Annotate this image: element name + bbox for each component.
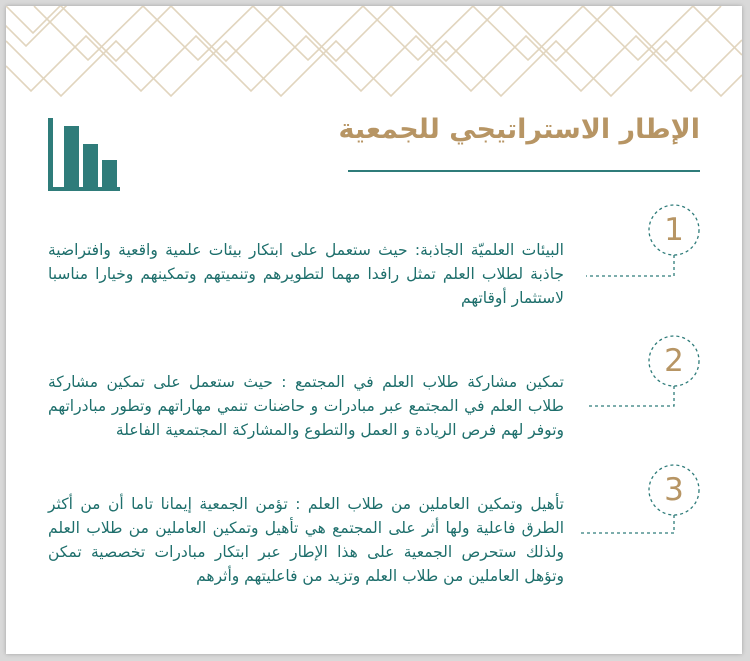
item-text-3: تأهيل وتمكين العاملين من طلاب العلم : تؤمن الجمعية إيمانا تاما أن من أكثر الطرق فاعلية ولها أثر على المجتمع هي تأهيل وتمكين العاملين من طلاب العلم ولذلك ستحرص الجمعية على هذا الإطار عبر ابتكار مبادرات تخصصية تمكن وتؤهل العاملين من طلاب العلم وتزيد من فاعليتهم وأثرهم: [48, 495, 564, 585]
connector-line-3: [581, 515, 674, 533]
step-number-1: 1: [664, 212, 684, 248]
item-text-1: البيئات العلميّة الجاذبة: حيث ستعمل على ابتكار بيئات علمية واقعية وافتراضية جاذبة لطلاب العلم تمثل رافدا مهما لتطويرهم وتنميتهم وتمكينهم وخيارا مناسبا لاستثمار أوقاتهم: [48, 241, 564, 307]
connector-line-1: [586, 255, 674, 276]
step-number-2: 2: [664, 343, 684, 379]
item-text-2: تمكين مشاركة طلاب العلم في المجتمع : حيث ستعمل على تمكين مشاركة طلاب العلم في المجتمع عبر مبادرات و حاضنات تنمي مهاراتهم وتطور مبادراتهم وتوفر لهم فرص الريادة و العمل والتطوع والمشاركة المجتمعية الفاعلة: [48, 373, 564, 439]
page-title: الإطار الاستراتيجي للجمعية: [338, 114, 700, 145]
document-page: [6, 6, 742, 654]
connector-line-2: [588, 386, 674, 406]
step-number-3: 3: [664, 472, 684, 508]
